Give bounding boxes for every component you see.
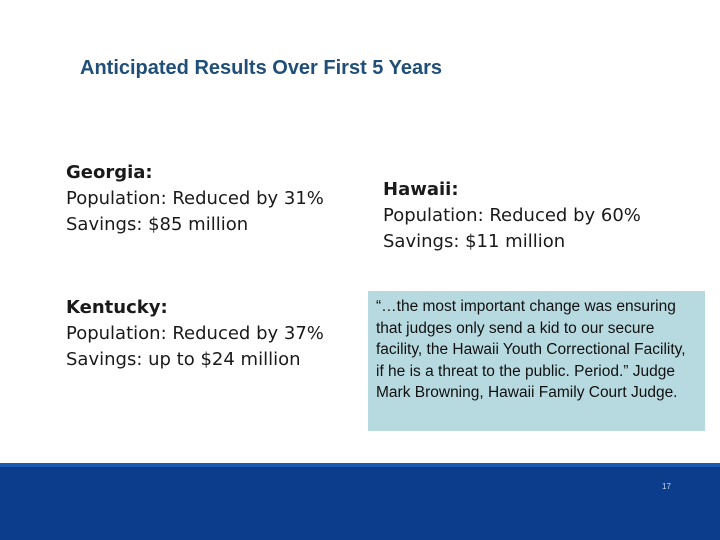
hawaii-name: Hawaii:: [383, 179, 459, 200]
footer-accent-band: [0, 463, 720, 467]
georgia-results: [66, 160, 324, 238]
kentucky-name: Kentucky:: [66, 297, 168, 318]
quote-text: “…the most important change was ensuring that judges only send a kid to our secure facility, the Hawaii Youth Correctional Facility, if he is a threat to the public. Period.” Judge Mark Browning, Hawaii Family Court Judge.: [376, 298, 686, 401]
georgia-savings: Savings: $85 million: [66, 214, 249, 235]
slide-title: Anticipated Results Over First 5 Years: [80, 57, 443, 79]
hawaii-savings: Savings: $11 million: [383, 231, 566, 252]
quote-box: [368, 291, 705, 431]
kentucky-savings: Savings: up to $24 million: [66, 349, 301, 370]
hawaii-results: [383, 177, 641, 255]
kentucky-results: [66, 295, 324, 373]
footer-bar: [0, 463, 720, 540]
page-number: 17: [662, 482, 671, 491]
georgia-population: Population: Reduced by 31%: [66, 188, 324, 209]
georgia-name: Georgia:: [66, 162, 153, 183]
kentucky-population: Population: Reduced by 37%: [66, 323, 324, 344]
hawaii-population: Population: Reduced by 60%: [383, 205, 641, 226]
